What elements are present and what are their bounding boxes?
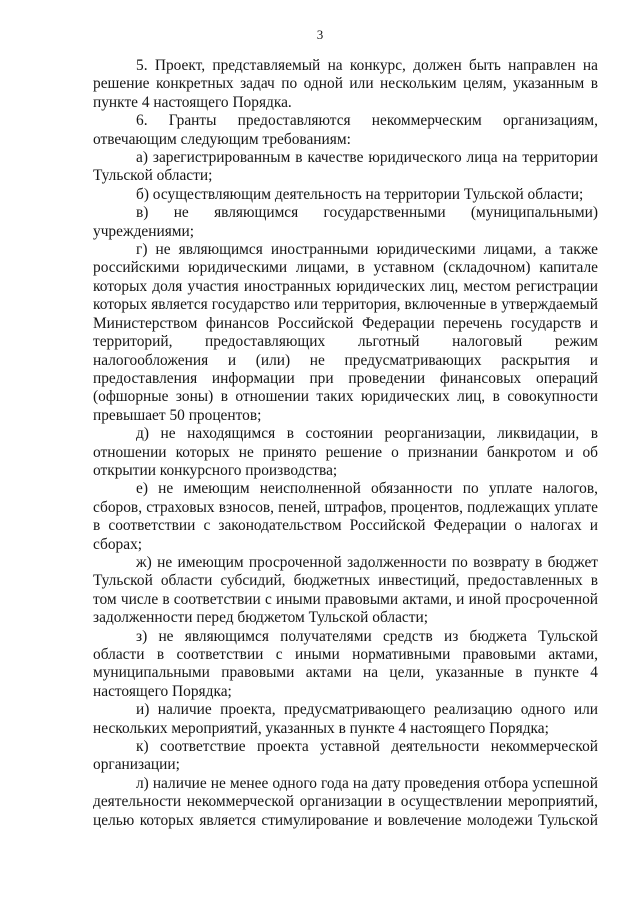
requirement-a: а) зарегистрированным в качестве юридического лица на территории Тульской области; <box>93 149 598 185</box>
requirement-zh: ж) не имеющим просроченной задолженности по возврату в бюджет Тульской области субсидий, бюджетных инвестиций, предоставленных в том числе в соответствии с иными правовыми актами, и иной просроченной задолженности перед бюджетом Тульской области; <box>93 553 598 627</box>
requirement-b: б) осуществляющим деятельность на территории Тульской области; <box>136 185 584 203</box>
requirement-l: л) наличие не менее одного года на дату проведения отбора успешной деятельности некоммерческой организации в осуществлении мероприятий, целью которых является стимулирование и вовлечение молодежи Тульской <box>93 774 598 829</box>
requirement-g: г) не являющимся иностранными юридическими лицами, а также российскими юридическими лицами, в уставном (складочном) капитале которых доля участия иностранных юридических лиц, местом регистрации которых является государство или территория, включенные в утверждаемый Министерством финансов Российской Федерации перечень государств и территорий, предоставляющих льготный налоговый режим налогообложения и (или) не предусматривающих раскрытия и предоставления информации при проведении финансовых операций (офшорные зоны) в отношении таких юридических лиц, в совокупности превышает 50 процентов; <box>93 241 598 424</box>
paragraph-item-6: 6. Гранты предоставляются некоммерческим организациям, отвечающим следующим требованиям: <box>93 112 598 148</box>
paragraph-item-5: 5. Проект, представляемый на конкурс, должен быть направлен на решение конкретных задач по одной или нескольким целям, указанным в пункте 4 настоящего Порядка. <box>93 57 598 111</box>
page-number: 3 <box>316 27 324 42</box>
requirement-z: з) не являющимся получателями средств из бюджета Тульской области в соответствии с иными нормативными правовыми актами, муниципальными правовыми актами на цели, указанные в пункте 4 настоящего Порядка; <box>93 627 598 700</box>
requirement-e: е) не имеющим неисполненной обязанности по уплате налогов, сборов, страховых взносов, пеней, штрафов, процентов, подлежащих уплате в соответствии с законодательством Российской Федерации о налогах и сборах; <box>93 480 598 553</box>
requirement-k: к) соответствие проекта уставной деятельности некоммерческой организации; <box>93 738 598 774</box>
requirement-v: в) не являющимся государственными (муниципальными) учреждениями; <box>93 204 598 240</box>
requirement-d: д) не находящимся в состоянии реорганизации, ликвидации, в отношении которых не принято решение о признании банкротом и об открытии конкурсного производства; <box>93 425 598 479</box>
requirement-i: и) наличие проекта, предусматривающего реализацию одного или нескольких мероприятий, указанных в пункте 4 настоящего Порядка; <box>93 701 598 737</box>
document-body <box>93 57 598 830</box>
